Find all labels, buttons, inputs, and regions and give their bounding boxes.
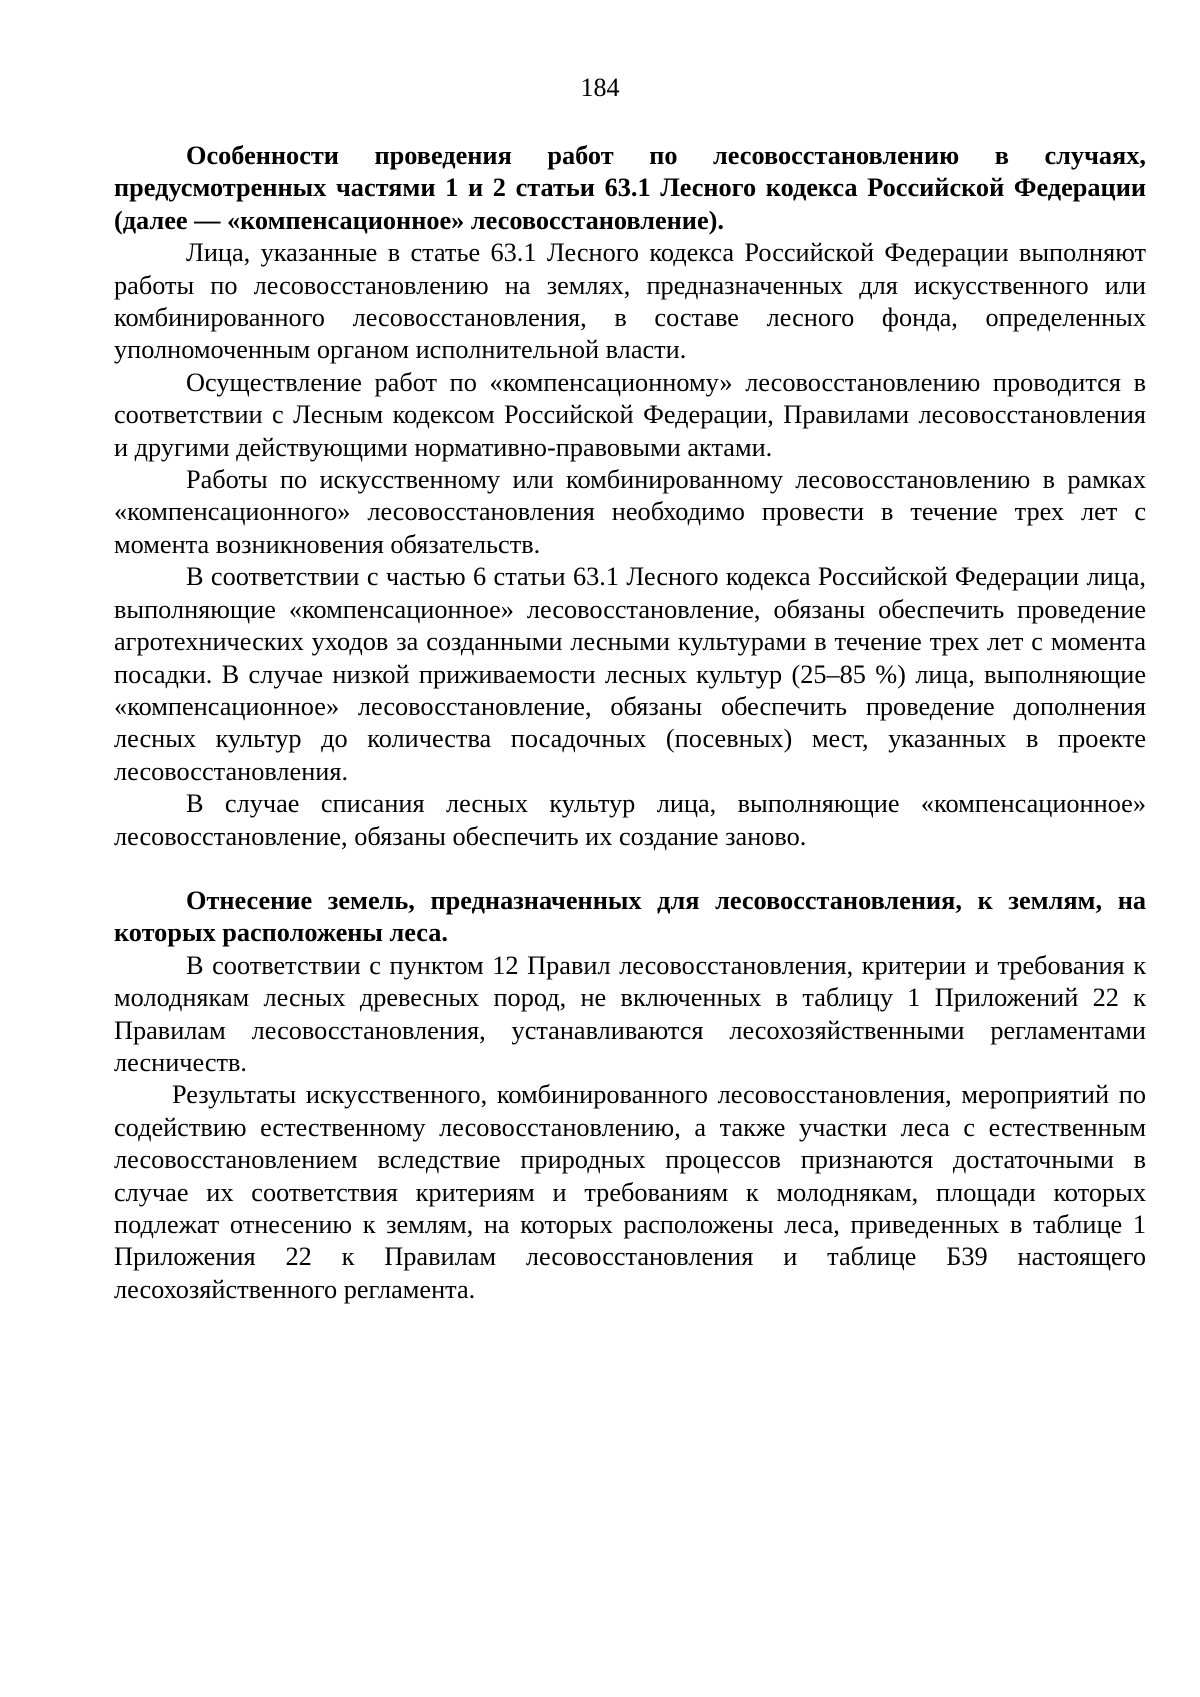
page-number: 184 <box>580 73 620 102</box>
section-heading-compensatory-reforestation: Особенности проведения работ по лесовосстановлению в случаях, предусмотренных частями 1 и 2 статьи 63.1 Лесного кодекса Российской Федерации (далее — «компенсационное» лесовосстановление). <box>114 141 1146 235</box>
paragraph: Лица, указанные в статье 63.1 Лесного кодекса Российской Федерации выполняют работы по лесовосстановлению на землях, предназначенных для искусственного или комбинированного лесовосстановления, в составе лесного фонда, определенных уполномоченным органом исполнительной власти. <box>114 238 1146 365</box>
paragraph: Осуществление работ по «компенсационному» лесовосстановлению проводится в соответствии с Лесным кодексом Российской Федерации, Правилами лесовосстановления и другими действующими нормативно-правовыми актами. <box>114 367 1146 462</box>
paragraph: Результаты искусственного, комбинированного лесовосстановления, мероприятий по содействию естественному лесовосстановлению, а также участки леса с естественным лесовосстановлением вследствие природных процессов признаются достаточными в случае их соответствия критериям и требованиям к молоднякам, площади которых подлежат отнесению к землям, на которых расположены леса, приведенных в таблице 1 Приложения 22 к Правилам лесовосстановления и таблице Б39 настоящего лесохозяйственного регламента. <box>114 1080 1146 1304</box>
paragraph: Работы по искусственному или комбинированному лесовосстановлению в рамках «компенсационного» лесовосстановления необходимо провести в течение трех лет с момента возникновения обязательств. <box>114 465 1146 559</box>
section-heading-land-assignment: Отнесение земель, предназначенных для лесовосстановления, к землям, на которых расположены леса. <box>114 885 1146 948</box>
paragraph: В соответствии с частью 6 статьи 63.1 Лесного кодекса Российской Федерации лица, выполняющие «компенсационное» лесовосстановление, обязаны обеспечить проведение агротехнических уходов за созданными лесными культурами в течение трех лет с момента посадки. В случае низкой приживаемости лесных культур (25–85 %) лица, выполняющие «компенсационное» лесовосстановление, обязаны обеспечить проведение дополнения лесных культур до количества посадочных (посевных) мест, указанных в проекте лесовосстановления. <box>114 562 1146 786</box>
paragraph: В случае списания лесных культур лица, выполняющие «компенсационное» лесовосстановление, обязаны обеспечить их создание заново. <box>114 789 1146 851</box>
paragraph: В соответствии с пунктом 12 Правил лесовосстановления, критерии и требования к молоднякам лесных древесных пород, не включенных в таблицу 1 Приложений 22 к Правилам лесовосстановления, устанавливаются лесохозяйственными регламентами лесничеств. <box>114 950 1146 1077</box>
document-body <box>114 140 1146 1306</box>
